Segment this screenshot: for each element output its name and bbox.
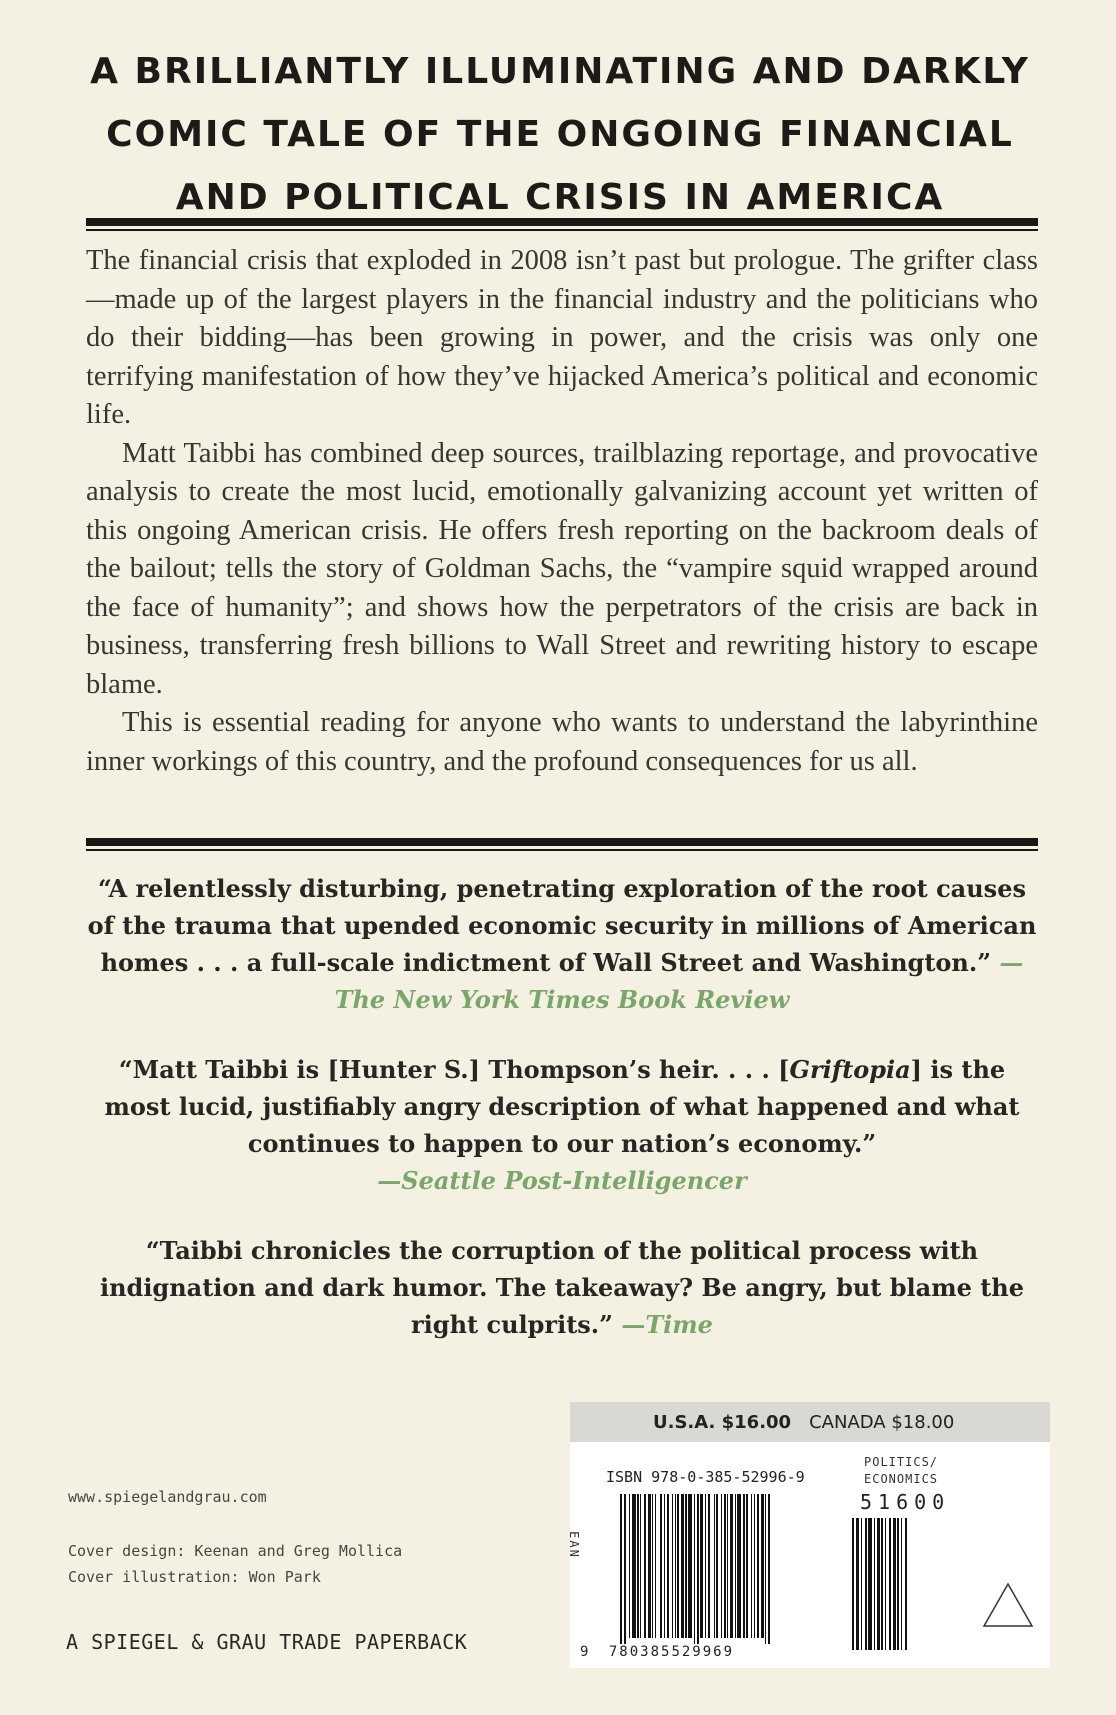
top-divider [86, 218, 1038, 226]
barcode-bar [743, 1494, 745, 1638]
barcode-bar [761, 1494, 764, 1638]
barcode-panel [566, 1402, 1050, 1668]
publisher-triangle-logo [982, 1582, 1034, 1628]
barcode-bar [655, 1494, 656, 1638]
barcode-bar [751, 1494, 752, 1638]
barcode-bar [675, 1494, 676, 1638]
barcode-bar [685, 1494, 687, 1638]
barcode-bar [705, 1494, 706, 1638]
barcode-bar [637, 1494, 639, 1638]
price-addon-barcode [852, 1518, 962, 1658]
barcode-bar [677, 1494, 679, 1638]
barcode-bar [865, 1518, 867, 1650]
price-strip [570, 1402, 1050, 1442]
headline-line-2: COMIC TALE OF THE ONGOING FINANCIAL [106, 114, 1014, 155]
review-quote-time [86, 1232, 1038, 1343]
barcode-bar [746, 1494, 748, 1638]
category-line-1: POLITICS/ [864, 1455, 939, 1469]
publisher-website: www.spiegelandgrau.com [68, 1488, 267, 1506]
barcode-bar [708, 1494, 710, 1638]
barcode-bar [629, 1494, 630, 1638]
quote-source: —The New York Times Book Review [334, 948, 1024, 1014]
barcode-bar [852, 1518, 854, 1650]
cover-design-credit: Cover design: Keenan and Greg Mollica [68, 1542, 403, 1560]
barcode-bar [877, 1518, 880, 1650]
headline-line-3: AND POLITICAL CRISIS IN AMERICA [175, 177, 945, 218]
isbn-barcode [620, 1494, 850, 1644]
barcode-bar [757, 1494, 759, 1638]
barcode-bar [768, 1494, 770, 1644]
middle-divider [86, 838, 1038, 846]
quote-text-part-2: ] is the most lucid, justifiably angry description of what happened and what continues to happen to our nation’s economy.” [104, 1055, 1020, 1158]
review-quote-seattle [86, 1051, 1038, 1199]
barcode-bar [652, 1494, 653, 1638]
quote-text: “A relentlessly disturbing, penetrating exploration of the root causes of the trauma that upended economic security in millions of American homes . . . a full-scale indictment of Wall Street and Washington.” [87, 874, 1037, 977]
cover-illustration-credit: Cover illustration: Won Park [68, 1568, 321, 1586]
barcode-bar [648, 1494, 651, 1638]
barcode-bar [905, 1518, 907, 1650]
barcode-bar [868, 1518, 872, 1650]
quote-book-title: Griftopia [789, 1055, 911, 1084]
ean-label: EAN [566, 1531, 581, 1559]
description-paragraph-3: This is essential reading for anyone who wants to understand the labyrinthine inner workings of this country, and the profound consequences for us all. [86, 707, 1038, 777]
barcode-bar [721, 1494, 722, 1638]
barcode-bar [889, 1518, 891, 1650]
isbn-number: ISBN 978-0-385-52996-9 [606, 1468, 805, 1486]
barcode-bar [730, 1494, 733, 1638]
barcode-bar [624, 1494, 626, 1644]
barcode-bar [727, 1494, 728, 1638]
barcode-bar [688, 1494, 692, 1638]
addon-digits: 51600 [860, 1490, 951, 1514]
barcode-bar [694, 1494, 695, 1644]
barcode-bar [893, 1518, 896, 1650]
imprint-line: A SPIEGEL & GRAU TRADE PAPERBACK [66, 1630, 468, 1654]
barcode-digits [580, 1644, 734, 1660]
barcode-bar [856, 1518, 859, 1650]
quote-source: —Seattle Post-Intelligencer [377, 1166, 747, 1195]
barcode-main-digits: 780385529969 [608, 1644, 735, 1660]
quote-text: “Taibbi chronicles the corruption of the political process with indignation and dark humor. The takeaway? Be angry, but blame the right culprits.” [99, 1236, 1025, 1339]
description-paragraph-2: Matt Taibbi has combined deep sources, trailblazing reportage, and provocative analysis to create the most lucid, emotionally galvanizing account yet written of this ongoing American crisis. He offers fresh reporting on the backroom deals of the bailout; tells the story of Goldman Sachs, the “vampire squid wrapped around the face of humanity”; and shows how the perpetrators of the crisis are back in business, transferring fresh billions to Wall Street and rewriting history to escape blame. [86, 437, 1038, 700]
barcode-bar [724, 1494, 726, 1638]
review-quotes [86, 870, 1038, 1376]
barcode-bar [664, 1494, 665, 1638]
barcode-bar [620, 1494, 622, 1644]
headline-line-1: A BRILLIANTLY ILLUMINATING AND DARKLY [90, 51, 1030, 92]
barcode-bar [735, 1494, 736, 1638]
barcode-bar [632, 1494, 636, 1638]
barcode-bar [640, 1494, 641, 1638]
barcode-bar [737, 1494, 741, 1638]
book-description [86, 242, 1038, 781]
quote-source: —Time [621, 1310, 713, 1339]
barcode-bar [681, 1494, 684, 1638]
barcode-bar [765, 1494, 766, 1644]
barcode-bar [874, 1518, 875, 1650]
barcode-bar [861, 1518, 862, 1650]
barcode-bar [660, 1494, 662, 1638]
barcode-first-digit: 9 [580, 1644, 591, 1660]
headline [60, 40, 1060, 229]
barcode-bar [881, 1518, 883, 1650]
barcode-bar [700, 1494, 703, 1638]
description-paragraph-1: The financial crisis that exploded in 2008 isn’t past but prologue. The grifter class—made up of the largest players in the financial industry and the politicians who do their bidding—has been growing in power, and the crisis was only one terrifying manifestation of how they’ve hijacked America’s political and economic life. [86, 245, 1038, 430]
barcode-bar [644, 1494, 646, 1638]
barcode-bar [714, 1494, 715, 1638]
barcode-bar [672, 1494, 673, 1638]
barcode-bar [754, 1494, 755, 1638]
price-usa: U.S.A. $16.00 [653, 1411, 792, 1433]
price-canada: CANADA $18.00 [809, 1411, 955, 1433]
barcode-bar [901, 1518, 902, 1650]
subject-category [864, 1454, 938, 1488]
barcode-bar [897, 1518, 899, 1650]
barcode-bar [667, 1494, 669, 1638]
barcode-bar [885, 1518, 886, 1650]
category-line-2: ECONOMICS [864, 1472, 939, 1486]
barcode-bar [697, 1494, 699, 1644]
quote-text-part-1: “Matt Taibbi is [Hunter S.] Thompson’s heir. . . . [ [118, 1055, 790, 1084]
review-quote-nyt [86, 870, 1038, 1018]
barcode-bar [716, 1494, 718, 1638]
